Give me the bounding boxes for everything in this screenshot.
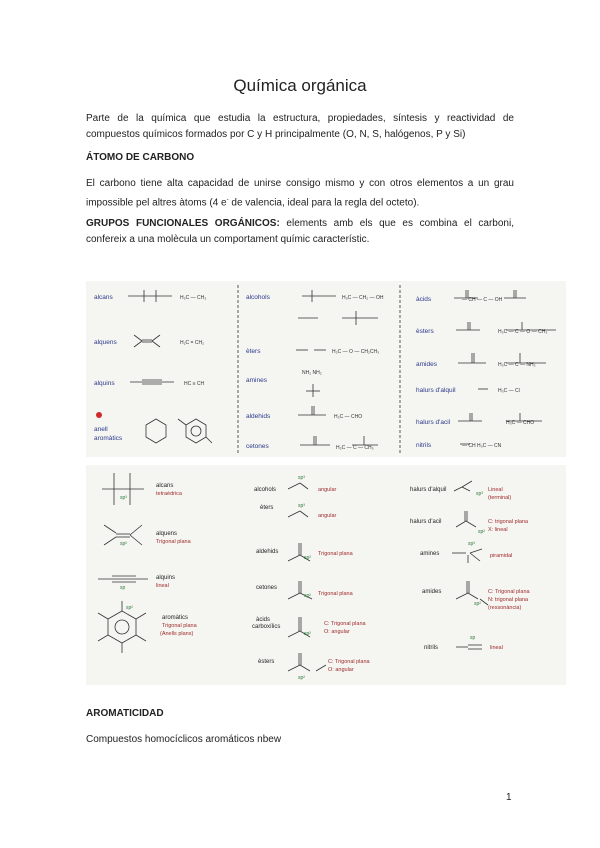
name-halurs-alquil: halurs d'alquil <box>410 487 447 493</box>
hyb-nitrils: sp <box>470 635 476 641</box>
geom-esters: C: Trigonal plana <box>328 659 370 665</box>
functional-groups-svg <box>86 281 566 457</box>
name-eters: èters <box>260 505 274 511</box>
name-nitrils: nitrils <box>424 645 439 651</box>
heading-aromaticidad: AROMATICIDAD <box>86 708 164 719</box>
hyb-amides: sp² <box>474 601 481 607</box>
hyb-aldehids: sp² <box>304 555 311 561</box>
hyb-acids: sp² <box>304 631 311 637</box>
label-alcohols: alcohols <box>246 294 270 301</box>
atom-text-before: El carbono tiene alta capacidad de unirse consigo mismo y con otros elementos a un grau impossible pel altres àtoms (4 e <box>86 178 514 209</box>
hyb-eters: sp³ <box>298 503 305 509</box>
atom-text-after: de valencia, ideal para la regla del octeto). <box>228 197 420 209</box>
label-alquens: alquens <box>94 339 117 346</box>
geom-halurs-acil: C: trigonal plana <box>488 519 529 525</box>
hyb-alquens: sp² <box>120 541 127 547</box>
electron-superscript: - <box>226 197 229 203</box>
geom-esters-2: O: angular <box>328 667 354 673</box>
hyb-esters: sp² <box>298 675 305 681</box>
formula-amines: NH₂ NH₂ <box>302 370 322 376</box>
geom-amides: C: Trigonal plana <box>488 589 530 595</box>
formula-alquens: H₂C = CH₂ <box>180 340 205 346</box>
page-number: 1 <box>506 792 512 803</box>
hyb-halurs-acil: sp² <box>478 529 485 535</box>
geom-aromatics: Trigonal plana <box>162 623 197 629</box>
label-anell: anell <box>94 426 108 433</box>
hyb-alcans: sp³ <box>120 495 127 501</box>
geom-cetones: Trigonal plana <box>318 591 353 597</box>
paragraph-aromaticidad: Compuestos homocíclicos aromáticos nbew <box>86 734 282 745</box>
geom-alcohols: angular <box>318 487 337 493</box>
geom-halurs-alquil-2: (terminal) <box>488 495 512 501</box>
name-amines: amines <box>420 551 440 557</box>
name-alcohols: alcohols <box>254 487 277 493</box>
label-acids: àcids <box>416 296 432 303</box>
label-esters: èsters <box>416 328 434 335</box>
label-amines: amines <box>246 377 267 384</box>
label-halurs-alquil: halurs d'alquil <box>416 387 456 394</box>
label-aromatics: aromàtics <box>94 435 123 442</box>
name-aldehids: aldehids <box>256 549 279 555</box>
formula-nitrils: — CH H₃C — CN <box>462 443 502 449</box>
hyb-amines: sp³ <box>468 541 475 547</box>
formula-aldehids: H₃C — CHO <box>334 414 363 420</box>
name-alcans: alcans <box>156 483 174 489</box>
geom-halurs-alquil: Lineal <box>488 487 503 493</box>
label-alquins: alquins <box>94 380 115 387</box>
label-cetones: cetones <box>246 443 269 450</box>
grupos-text: elements amb els que es combina el carboni, confereix a una molècula un comportament químic característic. <box>86 218 514 245</box>
hyb-aromatics: sp² <box>126 605 133 611</box>
geom-alcans: tetraèdrica <box>156 491 182 497</box>
aromatic-marker-icon <box>96 412 102 418</box>
formula-eters: H₃C — O — CH₂CH₃ <box>332 349 380 355</box>
geom-eters: angular <box>318 513 337 519</box>
geom-amines: piramidal <box>490 553 513 559</box>
label-amides: amides <box>416 361 437 368</box>
label-eters: èters <box>246 348 261 355</box>
formula-halurs-acil: H₃C — CHO <box>506 420 535 426</box>
functional-groups-figure <box>86 281 566 457</box>
name-amides: amides <box>422 589 442 595</box>
geom-alquins: lineal <box>156 583 169 589</box>
paragraph-grupos-funcionales <box>86 216 514 248</box>
label-halurs-acil: halurs d'acil <box>416 419 451 426</box>
geom-alquens: Trigonal plana <box>156 539 191 545</box>
label-alcans: alcans <box>94 294 113 301</box>
geom-nitrils: lineal <box>490 645 503 651</box>
formula-cetones: H₃C — C — CH₃ <box>336 445 374 451</box>
name-aromatics: aromàtics <box>162 615 189 621</box>
geom-acids: C: Trigonal plana <box>324 621 366 627</box>
geom-amides-2: N: trigonal plana <box>488 597 529 603</box>
page-title: Química orgánica <box>233 76 367 95</box>
geom-acids-2: O: angular <box>324 629 350 635</box>
name-alquins: alquins <box>156 575 176 581</box>
geom-aldehids: Trigonal plana <box>318 551 353 557</box>
name-cetones: cetones <box>256 585 278 591</box>
geom-halurs-acil-2: X: lineal <box>488 527 508 533</box>
geom-amides-3: (ressonància) <box>488 605 522 611</box>
paragraph-atomo-carbono <box>86 176 514 211</box>
formula-amides: H₃C — C — NH₂ <box>498 362 536 368</box>
label-nitrils: nitrils <box>416 442 432 449</box>
formula-alquins: HC ≡ CH <box>184 381 205 387</box>
hyb-alcohols: sp³ <box>298 475 305 481</box>
hyb-cetones: sp² <box>304 593 311 599</box>
hyb-alquins: sp <box>120 585 126 591</box>
formula-acids: — CH — C — OH <box>462 297 503 303</box>
hyb-halurs-alquil: sp³ <box>476 491 483 497</box>
name-esters: èsters <box>258 659 275 665</box>
formula-halurs-alquil: H₃C — Cl <box>498 388 520 394</box>
name-alquens: alquens <box>156 531 178 537</box>
name-halurs-acil: halurs d'acil <box>410 519 442 525</box>
formula-alcans: H₃C — CH₃ <box>180 295 207 301</box>
intro-paragraph: Parte de la química que estudia la estructura, propiedades, síntesis y reactividad de compuestos químicos formados por C y H principalmente (O, N, S, halógenos, P y Si) <box>86 113 514 140</box>
hybridization-figure <box>86 465 566 685</box>
name-acids-carboxilics: carboxílics <box>252 624 281 630</box>
formula-esters: H₃C — C — O — CH₃ <box>498 329 548 335</box>
label-aldehids: aldehids <box>246 413 271 420</box>
hybridization-svg <box>86 465 566 685</box>
formula-alcohols: H₃C — CH₂ — OH <box>342 295 384 301</box>
heading-grupos-funcionales: GRUPOS FUNCIONALES ORGÁNICOS: <box>86 218 280 229</box>
name-acids: àcids <box>256 617 271 623</box>
geom-aromatics-2: (Anells plans) <box>160 631 194 637</box>
heading-atomo-carbono: ÁTOMO DE CARBONO <box>86 152 195 163</box>
